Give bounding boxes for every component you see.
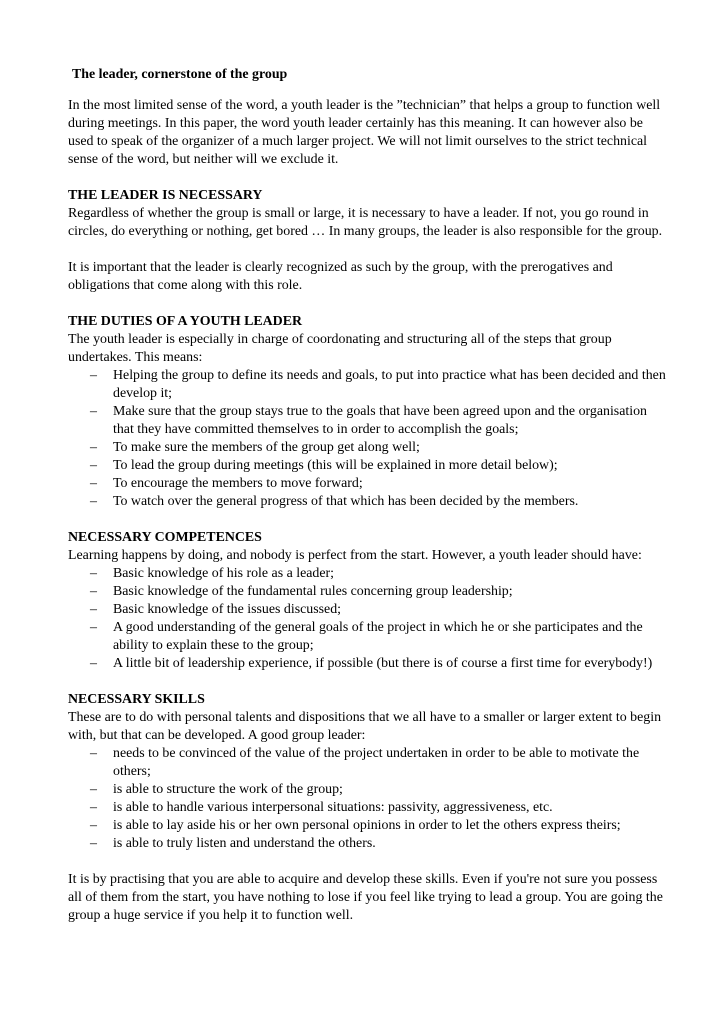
list-item-text: To encourage the members to move forward; xyxy=(113,476,363,491)
section-lead: The youth leader is especially in charge of coordonating and structuring all of the steps that group undertakes. This means: xyxy=(68,332,612,365)
skills-list xyxy=(68,745,668,853)
section-heading: NECESSARY SKILLS xyxy=(68,692,205,707)
document-page xyxy=(68,66,668,943)
list-item xyxy=(68,781,668,799)
list-item xyxy=(68,601,668,619)
section-paragraph: It is important that the leader is clearly recognized as such by the group, with the prerogatives and obligations that come along with this role. xyxy=(68,260,613,293)
dash-bullet-icon: – xyxy=(90,566,97,581)
dash-bullet-icon: – xyxy=(90,494,97,509)
list-item-text: is able to structure the work of the group; xyxy=(113,782,343,797)
list-item-text: is able to lay aside his or her own personal opinions in order to let the others express theirs; xyxy=(113,818,621,833)
dash-bullet-icon: – xyxy=(90,440,97,455)
section-competences xyxy=(68,529,668,673)
dash-bullet-icon: – xyxy=(90,620,97,635)
competences-list xyxy=(68,565,668,673)
list-item xyxy=(68,583,668,601)
dash-bullet-icon: – xyxy=(90,584,97,599)
list-item-text: A good understanding of the general goals of the project in which he or she participates and the ability to explain these to the group; xyxy=(113,620,643,653)
list-item xyxy=(68,475,668,493)
list-item xyxy=(68,403,668,439)
section-skills xyxy=(68,691,668,853)
list-item xyxy=(68,619,668,655)
list-item-text: Make sure that the group stays true to the goals that have been agreed upon and the organisation that they have committed themselves to in order to accomplish the goals; xyxy=(113,404,647,437)
list-item xyxy=(68,367,668,403)
list-item-text: is able to handle various interpersonal situations: passivity, aggressiveness, etc. xyxy=(113,800,553,815)
list-item-text: To make sure the members of the group get along well; xyxy=(113,440,420,455)
dash-bullet-icon: – xyxy=(90,836,97,851)
dash-bullet-icon: – xyxy=(90,476,97,491)
list-item-text: needs to be convinced of the value of the project undertaken in order to be able to motivate the others; xyxy=(113,746,640,779)
dash-bullet-icon: – xyxy=(90,404,97,419)
dash-bullet-icon: – xyxy=(90,800,97,815)
list-item xyxy=(68,799,668,817)
list-item-text: Basic knowledge of the fundamental rules concerning group leadership; xyxy=(113,584,513,599)
dash-bullet-icon: – xyxy=(90,368,97,383)
dash-bullet-icon: – xyxy=(90,602,97,617)
list-item-text: To watch over the general progress of that which has been decided by the members. xyxy=(113,494,579,509)
section-heading: THE LEADER IS NECESSARY xyxy=(68,188,263,203)
dash-bullet-icon: – xyxy=(90,458,97,473)
document-title: The leader, cornerstone of the group xyxy=(72,67,288,82)
section-heading: NECESSARY COMPETENCES xyxy=(68,530,262,545)
dash-bullet-icon: – xyxy=(90,746,97,761)
intro-paragraph: In the most limited sense of the word, a youth leader is the ”technician” that helps a group to function well during meetings. In this paper, the word youth leader certainly has this meaning. It can however also be used to speak of the organizer of a much larger project. We will not limit ourselves to the strict technical sense of the word, but neither will we exclude it. xyxy=(68,98,661,167)
list-item xyxy=(68,745,668,781)
section-duties xyxy=(68,313,668,511)
section-paragraph: Regardless of whether the group is small or large, it is necessary to have a leader. If not, you go round in circles, do everything or nothing, get bored … In many groups, the leader is also responsible for the group. xyxy=(68,206,663,239)
list-item xyxy=(68,655,668,673)
list-item xyxy=(68,493,668,511)
section-lead: Learning happens by doing, and nobody is perfect from the start. However, a youth leader should have: xyxy=(68,548,642,563)
closing-paragraph: It is by practising that you are able to acquire and develop these skills. Even if you're not sure you possess all of them from the start, you have nothing to lose if you feel like trying to lead a group. You are going the group a huge service if you help it to function well. xyxy=(68,872,663,923)
section-heading: THE DUTIES OF A YOUTH LEADER xyxy=(68,314,303,329)
duties-list xyxy=(68,367,668,511)
list-item xyxy=(68,835,668,853)
list-item xyxy=(68,565,668,583)
section-lead: These are to do with personal talents and dispositions that we all have to a smaller or larger extent to begin with, but that can be developed. A good group leader: xyxy=(68,710,662,743)
list-item xyxy=(68,817,668,835)
list-item xyxy=(68,439,668,457)
dash-bullet-icon: – xyxy=(90,782,97,797)
list-item-text: Basic knowledge of his role as a leader; xyxy=(113,566,335,581)
dash-bullet-icon: – xyxy=(90,818,97,833)
list-item-text: is able to truly listen and understand the others. xyxy=(113,836,376,851)
list-item xyxy=(68,457,668,475)
section-leader-necessary xyxy=(68,187,668,295)
list-item-text: A little bit of leadership experience, if possible (but there is of course a first time for everybody!) xyxy=(113,656,653,671)
list-item-text: Helping the group to define its needs and goals, to put into practice what has been decided and then develop it; xyxy=(113,368,666,401)
dash-bullet-icon: – xyxy=(90,656,97,671)
list-item-text: Basic knowledge of the issues discussed; xyxy=(113,602,342,617)
list-item-text: To lead the group during meetings (this will be explained in more detail below); xyxy=(113,458,558,473)
